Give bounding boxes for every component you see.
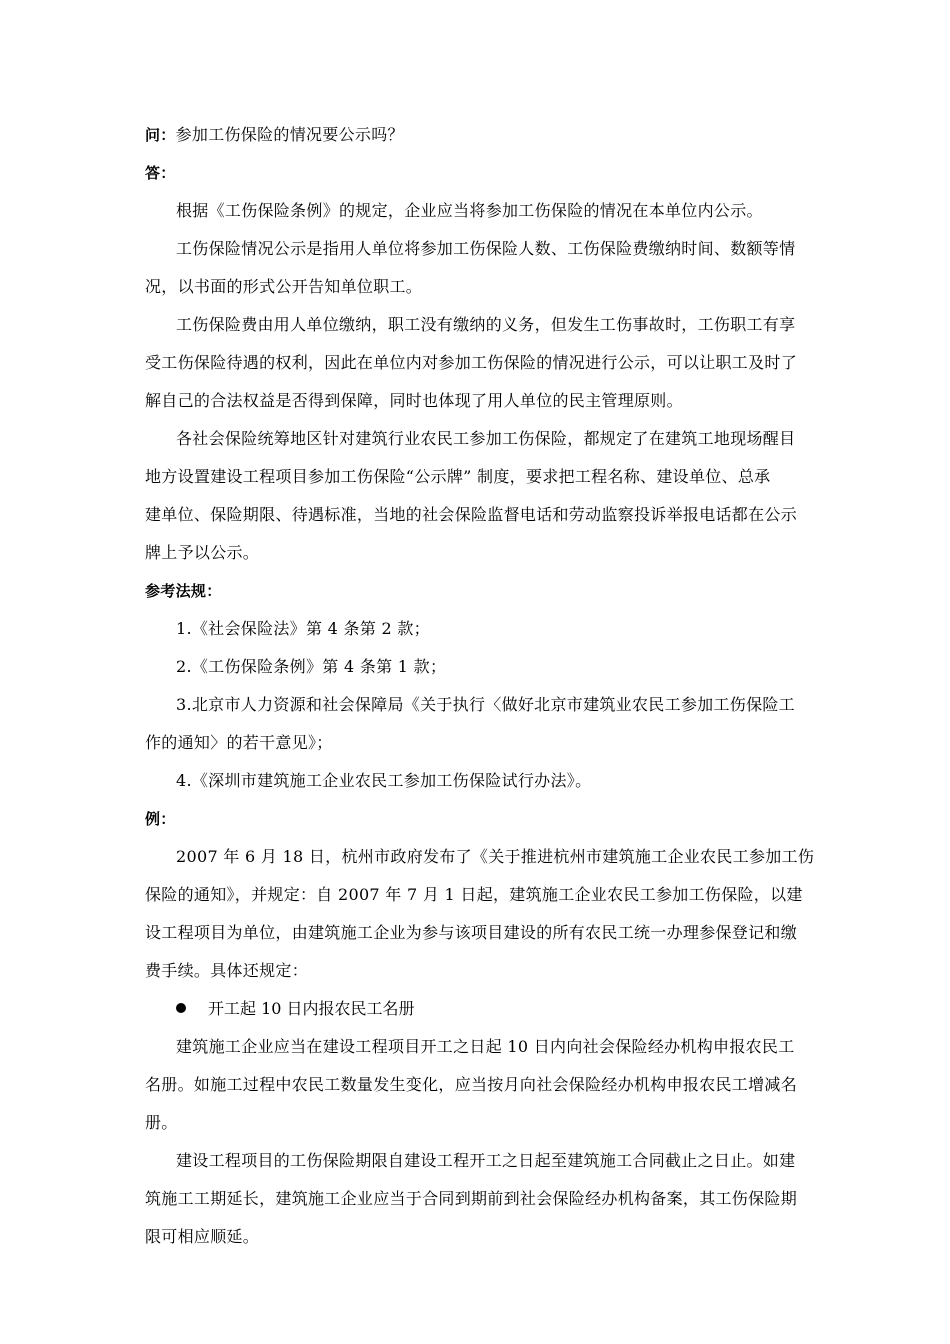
detail-line: 建设工程项目的工伤保险期限自建设工程开工之日起至建筑施工合同截止之日止。如建 (176, 1151, 796, 1170)
bullet-dot-icon (176, 1003, 186, 1013)
example-line: 保险的通知》，并规定：自 2007 年 7 月 1 日起，建筑施工企业农民工参加工伤保险，以建 (145, 885, 803, 904)
answer-line: 根据《工伤保险条例》的规定，企业应当将参加工伤保险的情况在本单位内公示。 (176, 201, 763, 220)
detail-line: 建筑施工企业应当在建设工程项目开工之日起 10 日内向社会保险经办机构申报农民工 (176, 1037, 795, 1056)
answer-label: 答： (145, 164, 176, 182)
detail-line: 筑施工工期延长，建筑施工企业应当于合同到期前到社会保险经办机构备案，其工伤保险期 (145, 1189, 798, 1208)
example-label: 例： (145, 810, 176, 828)
example-line: 费手续。具体还规定： (145, 961, 309, 980)
references-label: 参考法规： (145, 582, 222, 600)
question-label: 问： (145, 126, 176, 144)
reference-line: 2.《工伤保险条例》第 4 条第 1 款； (176, 657, 447, 676)
example-line: 设工程项目为单位，由建筑施工企业为参与该项目建设的所有农民工统一办理参保登记和缴 (145, 923, 798, 942)
example-line: 2007 年 6 月 18 日，杭州市政府发布了《关于推进杭州市建筑施工企业农民工参加工伤 (176, 847, 815, 866)
reference-line: 1.《社会保险法》第 4 条第 2 款； (176, 619, 430, 638)
detail-line: 册。 (145, 1113, 178, 1132)
answer-line: 工伤保险费由用人单位缴纳，职工没有缴纳的义务，但发生工伤事故时，工伤职工有享 (176, 315, 796, 334)
answer-line: 工伤保险情况公示是指用人单位将参加工伤保险人数、工伤保险费缴纳时间、数额等情 (176, 239, 796, 258)
answer-line: 建单位、保险期限、待遇标准，当地的社会保险监督电话和劳动监察投诉举报电话都在公示 (145, 505, 798, 524)
answer-line: 牌上予以公示。 (145, 543, 260, 562)
answer-line: 各社会保险统筹地区针对建筑行业农民工参加工伤保险，都规定了在建筑工地现场醒目 (176, 429, 796, 448)
answer-line: 解自己的合法权益是否得到保障，同时也体现了用人单位的民主管理原则。 (145, 391, 683, 410)
detail-line: 名册。如施工过程中农民工数量发生变化，应当按月向社会保险经办机构申报农民工增减名 (145, 1075, 798, 1094)
reference-line: 4.《深圳市建筑施工企业农民工参加工伤保险试行办法》。 (176, 771, 592, 790)
reference-line: 作的通知〉的若干意见》； (145, 733, 333, 752)
question-line (145, 125, 825, 145)
answer-line: 地方设置建设工程项目参加工伤保险“公示牌” 制度，要求把工程名称、建设单位、总承 (145, 467, 771, 486)
question-text: 参加工伤保险的情况要公示吗？ (175, 125, 404, 144)
bullet-item (176, 999, 415, 1019)
bullet-text: 开工起 10 日内报农民工名册 (208, 999, 415, 1018)
answer-line: 受工伤保险待遇的权利，因此在单位内对参加工伤保险的情况进行公示，可以让职工及时了 (145, 353, 798, 372)
detail-line: 限可相应顺延。 (145, 1227, 260, 1246)
reference-line: 3.北京市人力资源和社会保障局《关于执行〈做好北京市建筑业农民工参加工伤保险工 (176, 695, 795, 714)
answer-line: 况，以书面的形式公开告知单位职工。 (145, 277, 423, 296)
